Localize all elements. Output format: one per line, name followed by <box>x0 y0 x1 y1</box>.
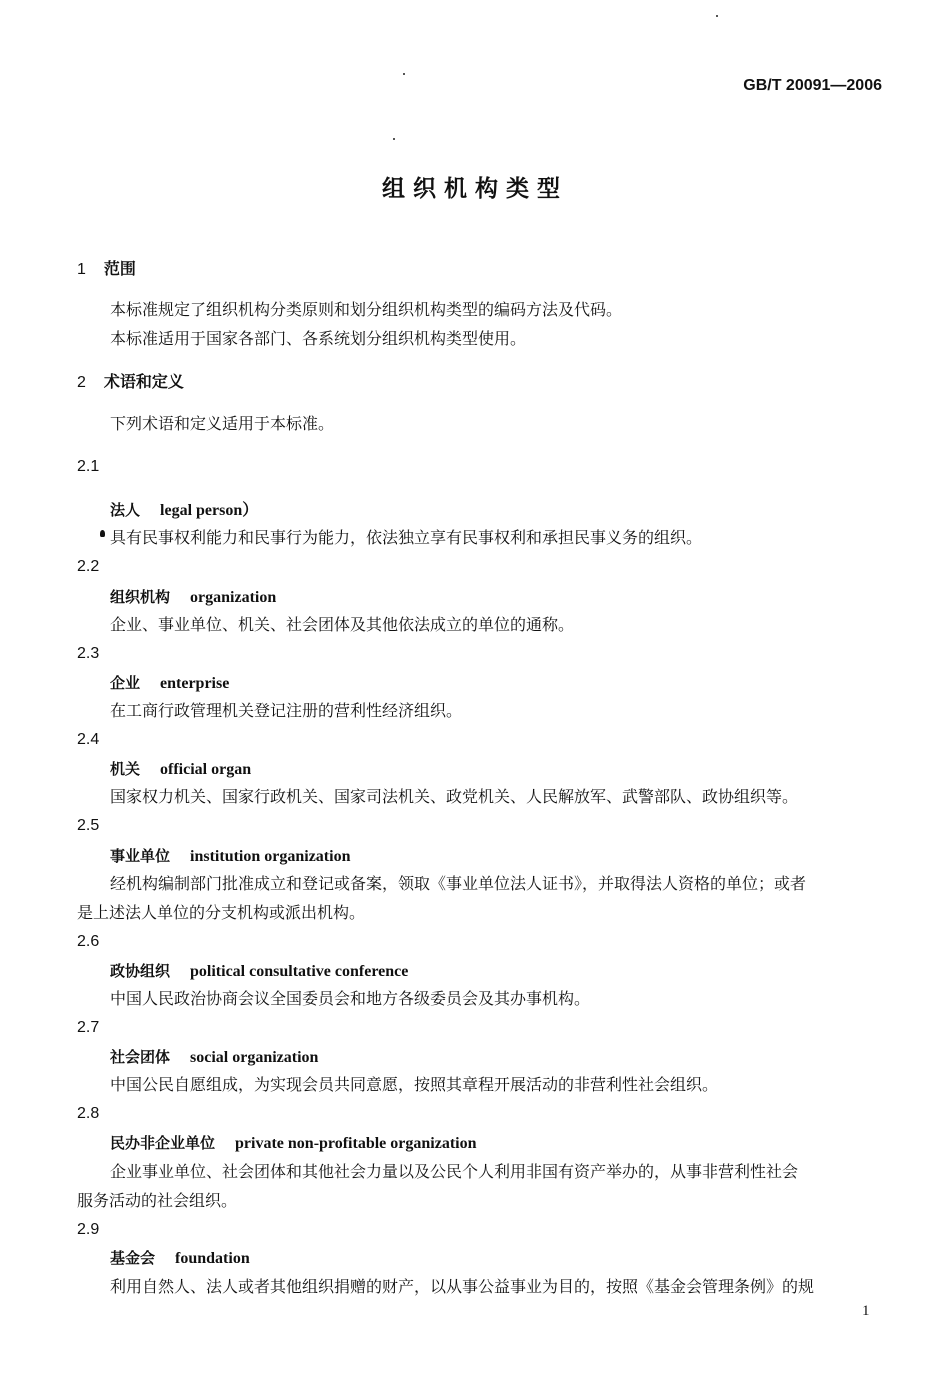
term-zh: 企业 <box>110 674 141 692</box>
term-zh: 基金会 <box>110 1249 156 1267</box>
term-en: political consultative conference <box>190 963 409 980</box>
term-heading <box>110 1133 477 1154</box>
definition: 中国公民自愿组成，为实现会员共同意愿，按照其章程开展活动的非营利性社会组织。 <box>110 1075 719 1094</box>
term-heading <box>110 961 408 982</box>
section-title: 范围 <box>103 259 136 278</box>
clause-number: 2.4 <box>77 731 100 748</box>
term-zh: 民办非企业单位 <box>110 1134 216 1152</box>
term-zh: 政协组织 <box>110 962 171 980</box>
term-en: institution organization <box>190 848 351 865</box>
section-heading-terms <box>77 372 184 393</box>
scan-speck <box>393 138 395 140</box>
scan-speck <box>403 73 405 75</box>
standard-code: GB/T 20091—2006 <box>743 77 882 94</box>
term-en: enterprise <box>160 675 230 692</box>
definition: 具有民事权利能力和民事行为能力，依法独立享有民事权利和承担民事义务的组织。 <box>110 528 703 547</box>
definition: 中国人民政治协商会议全国委员会和地方各级委员会及其办事机构。 <box>110 989 591 1008</box>
term-zh: 社会团体 <box>110 1048 171 1066</box>
term-en: foundation <box>175 1250 250 1267</box>
bullet-mark <box>100 530 105 537</box>
document-title: 组织机构类型 <box>382 176 568 202</box>
definition: 企业、事业单位、机关、社会团体及其他依法成立的单位的通称。 <box>110 615 575 634</box>
term-heading <box>110 587 276 608</box>
definition: 在工商行政管理机关登记注册的营利性经济组织。 <box>110 701 463 720</box>
term-heading <box>110 500 258 521</box>
paragraph: 本标准规定了组织机构分类原则和划分组织机构类型的编码方法及代码。 <box>110 300 623 319</box>
clause-number: 2.8 <box>77 1105 100 1122</box>
term-zh: 事业单位 <box>110 847 171 865</box>
term-heading <box>110 673 229 694</box>
paragraph: 下列术语和定义适用于本标准。 <box>110 414 335 433</box>
clause-number: 2.7 <box>77 1019 100 1036</box>
section-title: 术语和定义 <box>103 372 184 391</box>
section-number: 1 <box>77 261 86 278</box>
term-heading <box>110 846 350 867</box>
clause-number: 2.3 <box>77 645 100 662</box>
term-en: social organization <box>190 1049 319 1066</box>
page-number: 1 <box>862 1303 870 1319</box>
term-zh: 机关 <box>110 760 141 778</box>
clause-number: 2.6 <box>77 933 100 950</box>
term-heading <box>110 1047 318 1068</box>
term-heading <box>110 759 251 780</box>
section-number: 2 <box>77 374 86 391</box>
term-en: official organ <box>160 761 252 778</box>
definition-continued: 服务活动的社会组织。 <box>77 1191 238 1210</box>
clause-number: 2.2 <box>77 558 100 575</box>
section-heading-scope <box>77 259 136 280</box>
definition: 企业事业单位、社会团体和其他社会力量以及公民个人利用非国有资产举办的，从事非营利性社会 <box>110 1162 799 1181</box>
term-zh: 组织机构 <box>110 588 171 606</box>
term-en: legal person） <box>160 502 259 519</box>
term-en: private non-profitable organization <box>235 1135 477 1152</box>
clause-number: 2.5 <box>77 817 100 834</box>
definition: 国家权力机关、国家行政机关、国家司法机关、政党机关、人民解放军、武警部队、政协组织等。 <box>110 787 799 806</box>
definition: 经机构编制部门批准成立和登记或备案，领取《事业单位法人证书》，并取得法人资格的单位；或者 <box>110 874 807 893</box>
definition-continued: 是上述法人单位的分支机构或派出机构。 <box>77 903 366 922</box>
term-en: organization <box>190 589 277 606</box>
definition: 利用自然人、法人或者其他组织捐赠的财产，以从事公益事业为目的，按照《基金会管理条例》的规 <box>110 1277 815 1296</box>
term-zh: 法人 <box>110 501 141 519</box>
term-heading <box>110 1248 250 1269</box>
clause-number: 2.1 <box>77 458 100 475</box>
scan-speck <box>716 15 718 17</box>
clause-number: 2.9 <box>77 1221 100 1238</box>
paragraph: 本标准适用于国家各部门、各系统划分组织机构类型使用。 <box>110 329 527 348</box>
